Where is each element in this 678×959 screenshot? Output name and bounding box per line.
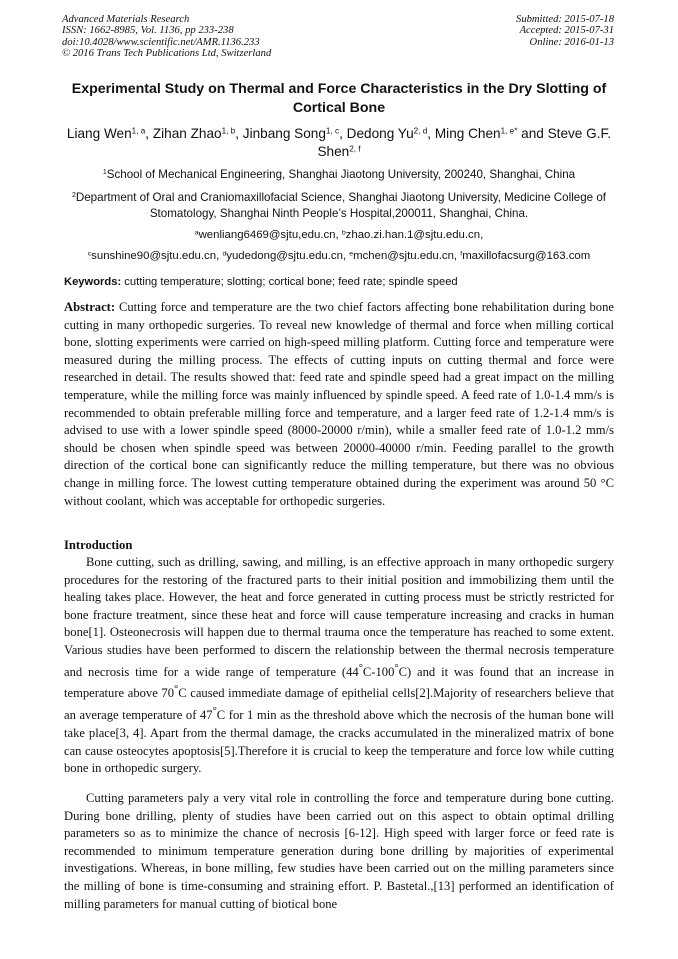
email-link[interactable]: yudedong@sjtu.edu.cn, [226,250,347,262]
email-line-2: $^c$sunshine90@sjtu.edu.cn, $^d$yudedong@sjtu.edu.cn, $^e$mchen@sjtu.edu.cn, $^f$maxillofacsurg@163.com [87,250,591,262]
intro-paragraph-2: Cutting parameters paly a very vital role in controlling the force and temperature during bone cutting. During bone drilling, plenty of studies have been carried out on this aspect to obtain optimal drilling parameters so as to minimize the chance of necrosis [6-12]. High speed with larger force or feed rate is recommended to minimum temperature generation during bone drilling by majorities of experimental investigations. Whereas, in bone milling, few studies have been carried out on the milling parameters since the milling of bone is time-consuming and straining effort. P. Bastetal.,[13] performed an identification of milling parameters for manual cutting of biotical bone [64,791,614,911]
keywords-label: Keywords: [64,276,122,288]
email-link[interactable]: zhao.zi.han.1@sjtu.edu.cn, [345,229,484,241]
author-name: Dedong Yu [346,126,414,141]
degree-symbol: ° [358,662,363,674]
degree-symbol: ° [394,662,399,674]
author-affiliation-mark: 1, b [221,126,236,136]
section-heading-introduction: Introduction [64,538,133,552]
doi-line: doi:10.4028/www.scientific.net/AMR.1136.233 [62,36,260,48]
online-date: Online: 2016-01-13 [529,36,614,48]
abstract [64,299,614,510]
affiliation-text: School of Mechanical Engineering, Shanghai Jiaotong University, 200240, Shanghai, China [106,168,576,181]
author-name: Jinbang Song [242,126,326,141]
author-affiliation-mark: 2, d [413,126,428,136]
author-affiliation-mark: 1, e* [500,126,518,136]
email-line-1: $^a$wenliang6469@sjtu,edu.cn, $^b$zhao.zi.han.1@sjtu.edu.cn, [194,229,484,241]
author-separator: and [517,126,548,141]
abstract-text: Cutting force and temperature are the two chief factors affecting bone rehabilitation during bone cutting in many orthopedic surgeries. To reveal new knowledge of thermal and force when milling cortical bone, slotting experiments were carried on high-speed milling platform. Cutting force and temperature were measured during the milling process. The effects of cutting inputs on cutting thermal and force were researched in detail. The results showed that: feed rate and spindle speed had a great impact on the milling temperature, while the milling force was mainly influenced by spindle speed. A feed rate of 1.0-1.4 mm/s is recommended to obtain preferable milling force and temperature, and a larger feed rate of 1.2-1.4 mm/s is advised to use with a lower spindle speed (8000-20000 r/min), while a smaller feed rate of 1.0-1.2 mm/s should be chosen when spindle speed was between 20000-40000 r/min. Feeding parallel to the growth direction of the cortical bone can significantly reduce the milling temperature, but there was no obvious change in milling force. The lowest cutting temperature obtained during the experiment was around 50 °C without coolant, which was acceptable for orthopedic surgeries. [64,300,614,508]
author-name: Ming Chen [434,126,501,141]
intro-paragraph-1: Bone cutting, such as drilling, sawing, and milling, is an effective approach in many orthopedic surgery procedures for the restoring of the fractured parts to their initial position and immobilizing them until the healing takes place. However, the heat and force generated in cutting process must be strictly restricted for bone fracture treatment, since these heat and force will cause temperature increasing and cracks in human bone[1]. Osteonecrosis will happen due to thermal trauma once the temperature has reached to some extent. Various studies have been performed to discern the relationship between the thermal necrosis temperature and necrosis time for a wide range of temperature (44°C-100°C) and it was found that an increase in temperature above 70°C caused immediate damage of epithelial cells[2].Majority of researchers believe that an average temperature of 47°C for 1 min as the threshold above which the necrosis of the human bone will take place[3, 4]. Apart from the thermal damage, the cracks accumulated in the mineralized matrix of bone can cause osteocytes apoptosis[5].Therefore it is crucial to keep the temperature and force low while cutting bone in orthopedic surgery. [64,555,614,776]
author-affiliation-mark: 1, a [131,126,146,136]
author-separator: , [427,126,435,141]
author-affiliation-mark: 2, f [349,144,361,154]
author-name: Steve G.F. Shen [317,126,612,159]
email-block [40,225,638,267]
author-separator: , [235,126,243,141]
email-link[interactable]: maxillofacsurg@163.com [462,250,591,262]
affiliation-1 [50,167,628,183]
submitted-date: Submitted: 2015-07-18 [516,14,614,25]
keywords [64,274,616,290]
affiliation-mark: 1 [102,169,107,177]
affiliation-mark: 2 [71,192,76,200]
paper-title: Experimental Study on Thermal and Force Characteristics in the Dry Slotting of Cortical Bone [71,81,607,116]
author-separator: , [339,126,347,141]
journal-name: Advanced Materials Research [62,14,190,25]
affiliation-2 [50,190,628,221]
copyright-line: © 2016 Trans Tech Publications Ltd, Switzerland [62,48,272,60]
author-list [50,125,628,161]
issn-line: ISSN: 1662-8985, Vol. 1136, pp 233-238 [62,25,234,37]
email-link[interactable]: sunshine90@sjtu.edu.cn, [91,250,220,262]
email-link[interactable]: mchen@sjtu.edu.cn, [353,250,458,262]
author-name: Zihan Zhao [152,126,222,141]
degree-symbol: ° [212,706,217,718]
author-name: Liang Wen [66,126,132,141]
email-link[interactable]: wenliang6469@sjtu,edu.cn, [198,229,339,241]
author-separator: , [145,126,153,141]
accepted-date: Accepted: 2015-07-31 [519,25,614,37]
journal-header [62,14,271,60]
author-affiliation-mark: 1, c [325,126,340,136]
degree-symbol: ° [174,684,179,696]
abstract-label: Abstract: [64,300,116,314]
keywords-text: cutting temperature; slotting; cortical bone; feed rate; spindle speed [121,276,458,288]
dates-header [516,14,614,48]
affiliation-text: Department of Oral and Craniomaxillofacial Science, Shanghai Jiaotong University, Medicine College of Stomatology, Shanghai Ninth People’s Hospital,200011, Shanghai, China. [75,191,607,220]
